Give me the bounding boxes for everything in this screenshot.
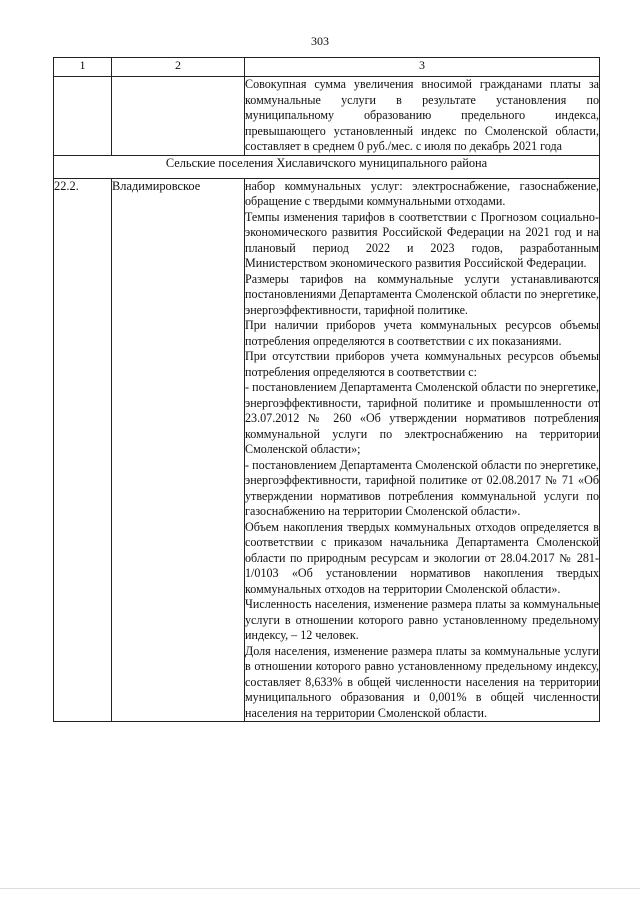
page-number: 303 [311, 34, 329, 48]
continuation-text-cell [245, 77, 600, 156]
section-title: Сельские поселения Хиславичского муниципального района [54, 155, 600, 178]
paragraph-tariff-sizes: Размеры тарифов на коммунальные услуги устанавливаются постановлениями Департамента Смоленской области по энергетике, энергоэффективности, тарифной политике. [245, 271, 599, 317]
continuation-name-cell [112, 77, 245, 156]
paragraph-tariff-rates: Темпы изменения тарифов в соответствии с Прогнозом социально-экономического развития Российской Федерации на 2021 год и на плановый период 2022 и 2023 годов, разработанным Министерством экономического развития Российской Федерации. [245, 209, 599, 270]
tariff-table [53, 57, 600, 722]
description-cell [245, 178, 600, 722]
table-row [54, 178, 600, 722]
header-col-2: 2 [112, 58, 245, 77]
scan-edge [0, 888, 640, 889]
paragraph-population-share: Доля населения, изменение размера платы за коммунальные услуги в отношении которого равно установленному предельному индексу, составляет 8,633% в общей численности населения на территории муниципального образования и 0,001% в общей численности населения на территории Смоленской области. [245, 643, 599, 720]
continuation-num-cell [54, 77, 112, 156]
paragraph-services: набор коммунальных услуг: электроснабжение, газоснабжение, обращение с твердыми коммунальными отходами. [245, 178, 599, 208]
table-header-row [54, 58, 600, 77]
paragraph-electricity-resolution: - постановлением Департамента Смоленской области по энергетике, энергоэффективности, тарифной политике и промышленности от 23.07.2012 № 260 «Об утверждении нормативов потребления коммунальной услуги по электроснабжению на территории Смоленской области»; [245, 380, 599, 456]
header-col-3: 3 [245, 58, 600, 77]
continuation-row [54, 77, 600, 156]
paragraph-waste-volume: Объем накопления твердых коммунальных отходов определяется в соответствии с приказом начальника Департамента Смоленской области по природным ресурсам и экологии от 28.04.2017 № 281-1/0103 «Об установлении нормативов накопления твердых коммунальных отходов на территории Смоленской области». [245, 519, 599, 596]
paragraph-meters-absent: При отсутствии приборов учета коммунальных ресурсов объемы потребления определяются в соответствии с: [245, 349, 599, 379]
continuation-text: Совокупная сумма увеличения вносимой гражданами платы за коммунальные услуги в результате установления по муниципальному образованию предельного индекса, превышающего установленный индекс по Смоленской области, составляет в среднем 0 руб./мес. с июля по декабрь 2021 года [245, 77, 599, 153]
header-col-1: 1 [54, 58, 112, 77]
settlement-name: Владимировское [112, 178, 245, 722]
paragraph-meters-present: При наличии приборов учета коммунальных ресурсов объемы потребления определяются в соответствии с их показаниями. [245, 318, 599, 348]
section-row [54, 155, 600, 178]
row-number: 22.2. [54, 178, 112, 722]
paragraph-gas-resolution: - постановлением Департамента Смоленской области по энергетике, энергоэффективности, тарифной политике от 02.08.2017 № 71 «Об утверждении нормативов потребления коммунальной услуги по газоснабжению на территории Смоленской области». [245, 457, 599, 518]
paragraph-population-count: Численность населения, изменение размера платы за коммунальные услуги в отношении которого равно установленному предельному индексу, – 12 человек. [245, 597, 599, 642]
